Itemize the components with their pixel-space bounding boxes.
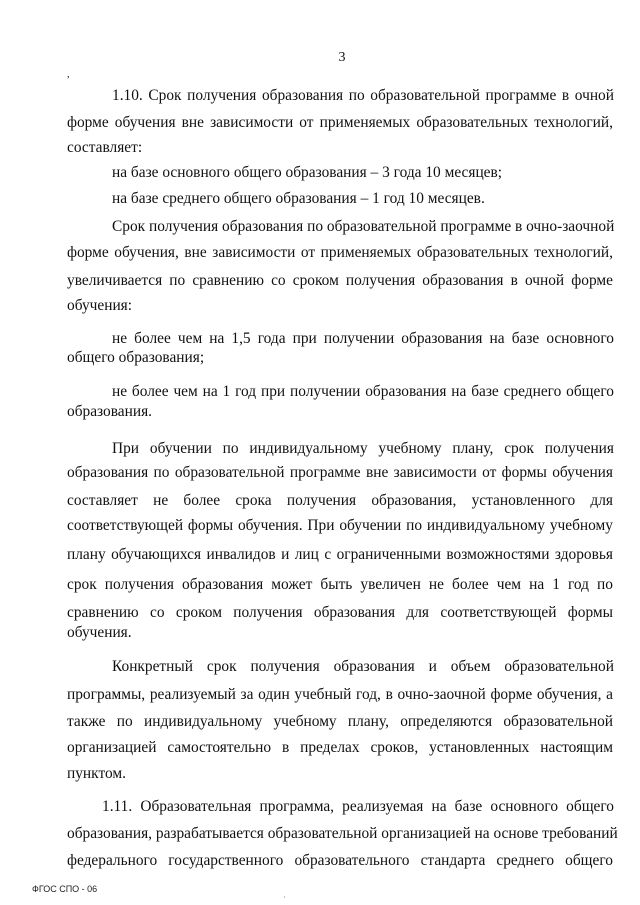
scan-speck: , <box>67 69 70 80</box>
text-line: форме обучения, вне зависимости от применяемых образовательных технологий, <box>67 244 613 261</box>
text-line: соответствующей формы обучения. При обучении по индивидуальному учебному <box>67 517 613 534</box>
text-line: При обучении по индивидуальному учебному плану, срок получения <box>112 440 614 457</box>
text-line: 1.11. Образовательная программа, реализуемая на базе основного общего <box>102 798 614 815</box>
text-line: форме обучения вне зависимости от применяемых образовательных технологий, <box>67 114 613 131</box>
text-line: сравнению со сроком получения образования для соответствующей формы <box>67 604 613 621</box>
text-line: образования. <box>67 403 153 420</box>
text-line: плану обучающихся инвалидов и лиц с ограниченными возможностями здоровья <box>67 546 613 563</box>
text-line: составляет не более срока получения образования, установленного для <box>67 492 613 509</box>
text-line: образования по образовательной программе вне зависимости от формы обучения <box>67 464 613 481</box>
text-line: не более чем на 1,5 года при получении образования на базе основного <box>112 330 614 347</box>
text-line: программы, реализуемый за один учебный год, в очно-заочной форме обучения, а <box>67 686 613 703</box>
text-line: общего образования; <box>67 349 205 366</box>
text-line: не более чем на 1 год при получении образования на базе среднего общего <box>112 383 614 400</box>
text-line: Конкретный срок получения образования и объем образовательной <box>112 658 614 675</box>
page-number: 3 <box>338 50 346 65</box>
text-line: федерального государственного образовательного стандарта среднего общего <box>67 852 613 869</box>
text-line: обучения. <box>67 624 132 641</box>
text-line: организацией самостоятельно в пределах сроков, установленных настоящим <box>67 739 613 756</box>
text-line: 1.10. Срок получения образования по образовательной программе в очной <box>112 87 614 104</box>
text-line: на базе среднего общего образования – 1 год 10 месяцев. <box>112 190 485 207</box>
text-line: обучения: <box>67 297 133 314</box>
text-line: пунктом. <box>67 765 126 782</box>
text-line: срок получения образования может быть увеличен не более чем на 1 год по <box>67 576 613 593</box>
text-line: Срок получения образования по образовательной программе в очно-заочной <box>112 218 615 235</box>
text-line: составляет: <box>67 139 143 156</box>
text-line: увеличивается по сравнению со сроком получения образования в очной форме <box>67 272 613 289</box>
text-line: также по индивидуальному учебному плану, определяются образовательной <box>67 713 613 730</box>
scan-speck: · <box>283 893 286 902</box>
footer-label: ФГОС СПО - 06 <box>32 884 98 894</box>
text-line: на базе основного общего образования – 3 года 10 месяцев; <box>112 164 503 181</box>
text-line: образования, разрабатывается образовательной организацией на основе требований <box>67 825 618 842</box>
